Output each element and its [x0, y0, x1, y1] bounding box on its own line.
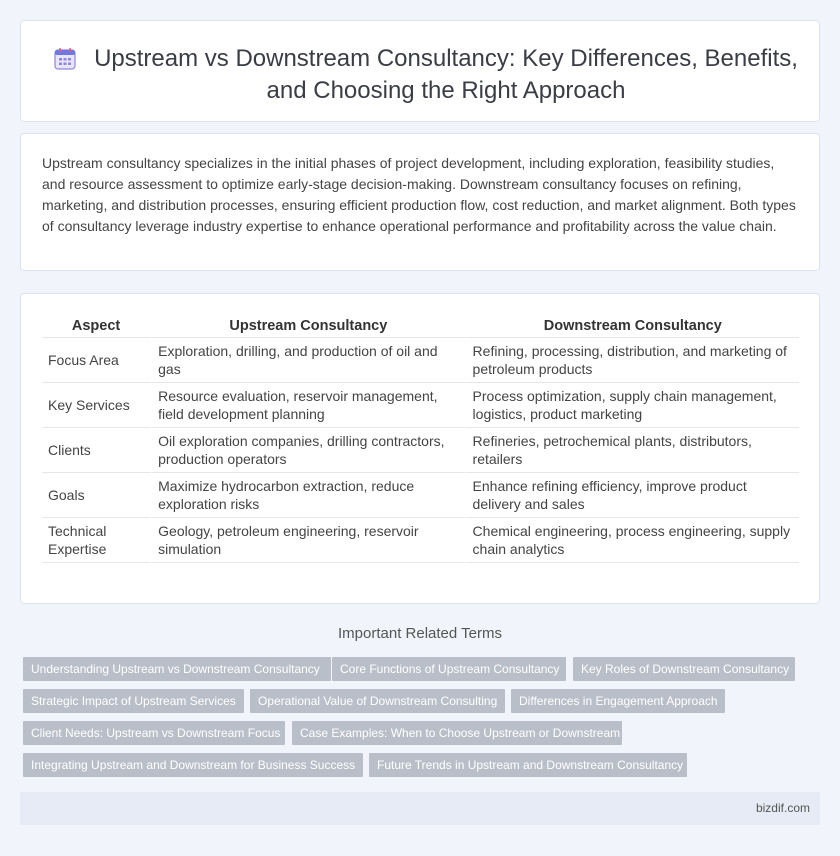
- row-upstream: Oil exploration companies, drilling contractors, production operators: [150, 428, 464, 473]
- related-term-tag[interactable]: Strategic Impact of Upstream Services: [23, 689, 244, 713]
- table-row: [42, 518, 799, 563]
- comparison-table-card: [20, 293, 820, 604]
- row-downstream: Refining, processing, distribution, and marketing of petroleum products: [465, 338, 799, 383]
- related-term-tag[interactable]: Operational Value of Downstream Consulting: [250, 689, 505, 713]
- row-downstream: Chemical engineering, process engineering, supply chain analytics: [465, 518, 799, 563]
- related-term-tag[interactable]: Client Needs: Upstream vs Downstream Focus: [23, 721, 285, 745]
- row-downstream: Process optimization, supply chain management, logistics, product marketing: [465, 383, 799, 428]
- row-upstream: Exploration, drilling, and production of oil and gas: [150, 338, 464, 383]
- related-term-tag[interactable]: Integrating Upstream and Downstream for Business Success: [23, 753, 363, 777]
- table-row: [42, 338, 799, 383]
- row-aspect: Goals: [42, 473, 150, 518]
- table-row: [42, 473, 799, 518]
- table-header-row: [42, 315, 799, 338]
- related-term-tag[interactable]: Future Trends in Upstream and Downstream Consultancy: [369, 753, 687, 777]
- related-term-tag[interactable]: Core Functions of Upstream Consultancy: [332, 657, 566, 681]
- related-term-tag[interactable]: Differences in Engagement Approach: [511, 689, 725, 713]
- header-upstream: Upstream Consultancy: [150, 315, 464, 338]
- footer: [20, 792, 820, 825]
- page-title: Upstream vs Downstream Consultancy: Key Differences, Benefits, and Choosing the Right Approach: [94, 45, 798, 104]
- footer-site-link[interactable]: bizdif.com: [755, 801, 810, 815]
- row-aspect: Clients: [42, 428, 150, 473]
- row-downstream: Enhance refining efficiency, improve product delivery and sales: [465, 473, 799, 518]
- row-aspect: Key Services: [42, 383, 150, 428]
- related-term-tag[interactable]: Case Examples: When to Choose Upstream or Downstream: [292, 721, 622, 745]
- related-terms-heading: Important Related Terms: [338, 625, 502, 642]
- related-term-tag[interactable]: Key Roles of Downstream Consultancy: [573, 657, 795, 681]
- comparison-table: [42, 315, 799, 563]
- title-card: [20, 20, 820, 122]
- row-aspect: Focus Area: [42, 338, 150, 383]
- row-upstream: Maximize hydrocarbon extraction, reduce exploration risks: [150, 473, 464, 518]
- table-row: [42, 383, 799, 428]
- related-term-tag[interactable]: Understanding Upstream vs Downstream Consultancy: [23, 657, 331, 681]
- row-downstream: Refineries, petrochemical plants, distributors, retailers: [465, 428, 799, 473]
- row-upstream: Geology, petroleum engineering, reservoir simulation: [150, 518, 464, 563]
- header-downstream: Downstream Consultancy: [465, 315, 799, 338]
- row-upstream: Resource evaluation, reservoir management, field development planning: [150, 383, 464, 428]
- intro-paragraph: Upstream consultancy specializes in the initial phases of project development, including exploration, feasibility studies, and resource assessment to optimize early-stage decision-making. Downstream consultancy focuses on refining, marketing, and distribution processes, ensuring efficient production flow, cost reduction, and market alignment. Both types of consultancy leverage industry expertise to enhance operational performance and profitability across the value chain.: [42, 155, 796, 234]
- table-row: [42, 428, 799, 473]
- header-aspect: Aspect: [42, 315, 150, 338]
- calendar-icon: [53, 47, 77, 71]
- intro-card: [20, 133, 820, 271]
- row-aspect: Technical Expertise: [42, 518, 150, 563]
